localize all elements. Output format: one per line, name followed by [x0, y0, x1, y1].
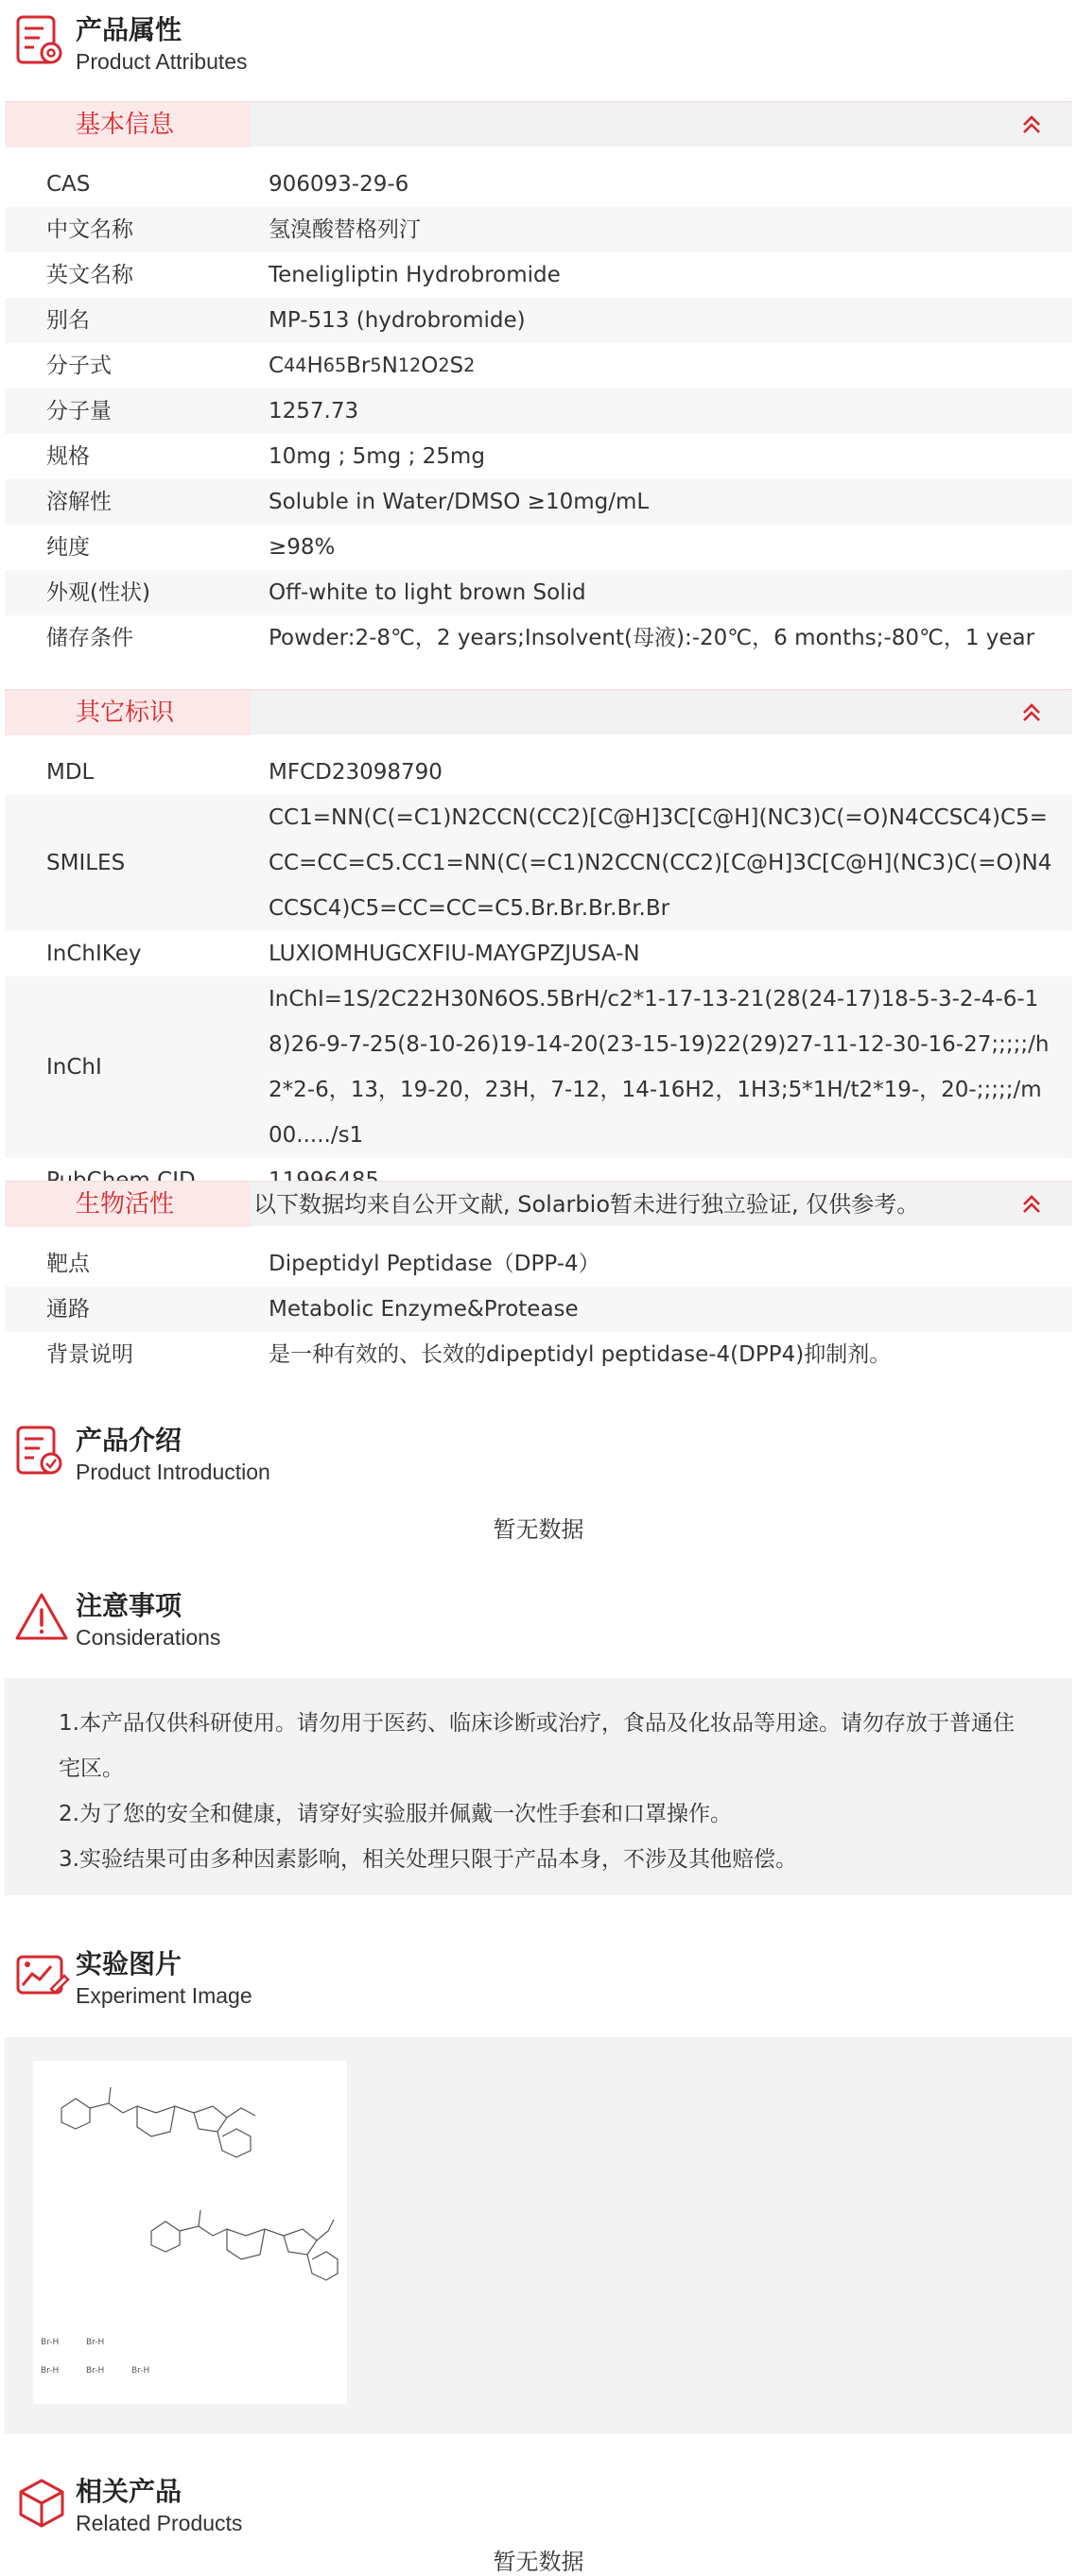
attr-key: 靶点	[46, 1252, 90, 1276]
attr-row	[5, 162, 1072, 207]
section-header-related	[13, 2475, 1053, 2541]
attr-value: 10mg ; 5mg ; 25mg	[269, 444, 485, 469]
attr-value: Teneligliptin Hydrobromide	[269, 263, 561, 287]
attr-value: Off-white to light brown Solid	[269, 580, 586, 605]
document-gear-icon	[13, 13, 70, 70]
attr-row	[5, 1241, 1072, 1287]
chevron-double-up-icon[interactable]	[1019, 700, 1044, 725]
section-title: 产品介绍	[76, 1425, 182, 1456]
other-info-table	[5, 750, 1072, 1203]
formula-element: Br	[346, 354, 371, 378]
attr-row	[5, 615, 1072, 661]
attr-row	[5, 207, 1072, 252]
molecule-structure-drawing	[33, 2061, 347, 2404]
attr-value: ≥98%	[269, 535, 336, 560]
attr-value: 1257.73	[269, 399, 359, 424]
attr-key: 外观(性状)	[46, 580, 150, 605]
attr-value: 906093-29-6	[269, 172, 409, 197]
attr-value: 氢溴酸替格列汀	[269, 217, 421, 242]
disclaimer-note: 以下数据均来自公开文献, Solarbio暂未进行独立验证, 仅供参考。	[253, 1191, 920, 1218]
attr-key: 规格	[46, 444, 90, 469]
attr-key: 中文名称	[46, 217, 133, 242]
structure-label: Br-H	[131, 2366, 150, 2376]
formula-count: 2	[438, 354, 450, 376]
document-check-icon	[13, 1424, 70, 1480]
formula-count: 12	[397, 354, 422, 376]
notice-item: 3.实验结果可由多种因素影响，相关处理只限于产品本身，不涉及其他赔偿。	[59, 1847, 797, 1872]
attr-value: Dipeptidyl Peptidase（DPP-4）	[269, 1252, 600, 1276]
experiment-image-area	[5, 2037, 1072, 2434]
notice-item: 1.本产品仅供科研使用。请勿用于医药、临床诊断或治疗，食品及化妆品等用途。请勿存放于普通住宅区。	[59, 1711, 1015, 1781]
attr-value: CC1=NN(C(=C1)N2CCN(CC2)[C@H]3C[C@H](NC3)C(=O)N4CCSC4)C5=CC=CC=C5.CC1=NN(C(=C1)N2CCN(CC2)[C@H]3C[C@H](NC3)C(=O)N4CCSC4)C5=CC=CC=C5.Br.Br.Br.Br.Br	[269, 805, 1052, 921]
attr-key: CAS	[46, 172, 91, 197]
structure-label: Br-H	[86, 2366, 105, 2376]
attr-row	[5, 931, 1072, 977]
attr-value: Powder:2-8℃，2 years;Insolvent(母液):-20℃，6 months;-80℃，1 year	[269, 626, 1035, 650]
formula-count: 2	[463, 354, 476, 376]
section-title: 产品属性	[76, 14, 182, 45]
attr-key: 分子式	[46, 354, 112, 378]
formula-count: 65	[322, 354, 347, 376]
section-title: 实验图片	[76, 1948, 182, 1980]
attr-value: MP-513 (hydrobromide)	[269, 308, 526, 333]
attr-key: 背景说明	[46, 1342, 133, 1367]
attr-key: InChIKey	[46, 942, 142, 966]
attr-row	[5, 570, 1072, 615]
section-subtitle: Related Products	[76, 2511, 243, 2535]
group-label-bio: 生物活性	[76, 1190, 175, 1219]
attr-row	[5, 750, 1072, 795]
group-bar-bio	[5, 1181, 1072, 1226]
attr-row	[5, 525, 1072, 570]
introduction-empty: 暂无数据	[493, 1516, 584, 1543]
related-empty: 暂无数据	[493, 2549, 584, 2575]
structure-label: Br-H	[41, 2366, 60, 2376]
attr-row	[5, 977, 1072, 1158]
section-title: 注意事项	[76, 1590, 182, 1621]
attr-value: Soluble in Water/DMSO ≥10mg/mL	[269, 490, 650, 514]
formula-element: S	[449, 354, 464, 378]
formula-element: N	[381, 354, 398, 378]
group-label-other: 其它标识	[76, 699, 175, 727]
attr-row	[5, 389, 1072, 434]
attr-key: 储存条件	[46, 626, 133, 650]
attr-value: LUXIOMHUGCXFIU-MAYGPZJUSA-N	[269, 942, 640, 966]
attr-row	[5, 479, 1072, 525]
attr-key: 溶解性	[46, 490, 112, 514]
section-subtitle: Product Attributes	[76, 49, 248, 74]
formula-element: O	[421, 354, 439, 378]
formula-count: 44	[284, 354, 307, 376]
attr-value: InChI=1S/2C22H30N6OS.5BrH/c2*1-17-13-21(28(24-17)18-5-3-2-4-6-18)26-9-7-25(8-10-26)19-14-20(23-15-19)22(29)27-11-12-30-16-27;;;;;/h2*2-6，13，19-20，23H，7-12，14-16H2，1H3;5*1H/t2*19-，20-;;;;;/m00...../s1	[269, 987, 1050, 1148]
section-subtitle: Considerations	[76, 1625, 221, 1650]
formula-element: C	[269, 354, 285, 378]
formula-element: H	[306, 354, 323, 378]
considerations-box	[5, 1678, 1072, 1895]
chevron-double-up-icon[interactable]	[1019, 1192, 1044, 1217]
section-subtitle: Experiment Image	[76, 1983, 252, 2008]
attr-row	[5, 1332, 1072, 1377]
group-label-basic: 基本信息	[76, 111, 175, 139]
structure-image[interactable]	[33, 2061, 347, 2404]
attr-value: 是一种有效的、长效的dipeptidyl peptidase-4(DPP4)抑制剂。	[269, 1342, 892, 1367]
notice-item: 2.为了您的安全和健康，请穿好实验服并佩戴一次性手套和口罩操作。	[59, 1802, 732, 1826]
bio-info-table	[5, 1241, 1072, 1377]
attr-row	[5, 795, 1072, 931]
attr-key: InChI	[46, 1055, 102, 1080]
basic-info-table	[5, 162, 1072, 661]
attr-value: MFCD23098790	[269, 760, 443, 785]
cube-icon	[13, 2475, 70, 2532]
attr-key: 英文名称	[46, 263, 133, 287]
section-subtitle: Product Introduction	[76, 1460, 270, 1484]
structure-label: Br-H	[86, 2338, 105, 2347]
group-bar-other	[5, 689, 1072, 735]
section-title: 相关产品	[76, 2476, 182, 2507]
attr-row	[5, 343, 1072, 389]
attr-key: 别名	[46, 308, 90, 333]
section-header-considerations	[13, 1589, 1053, 1655]
attr-row	[5, 1287, 1072, 1332]
group-bar-basic	[5, 101, 1072, 147]
molecular-formula	[269, 343, 1072, 389]
chevron-double-up-icon[interactable]	[1019, 112, 1044, 137]
section-header-experiment	[13, 1947, 1053, 2014]
attr-key: 纯度	[46, 535, 90, 560]
attr-key: 通路	[46, 1297, 90, 1322]
attr-row	[5, 298, 1072, 343]
formula-count: 5	[370, 354, 382, 376]
attr-key: 分子量	[46, 399, 112, 424]
attr-value: Metabolic Enzyme&Protease	[269, 1297, 579, 1322]
section-header-attributes	[13, 13, 1053, 79]
warning-icon	[13, 1589, 70, 1646]
attr-row	[5, 252, 1072, 298]
structure-label: Br-H	[41, 2338, 60, 2347]
attr-key: SMILES	[46, 851, 126, 875]
section-header-introduction	[13, 1424, 1053, 1490]
attr-key: MDL	[46, 760, 95, 785]
attr-row	[5, 434, 1072, 479]
image-chart-icon	[13, 1947, 70, 2004]
